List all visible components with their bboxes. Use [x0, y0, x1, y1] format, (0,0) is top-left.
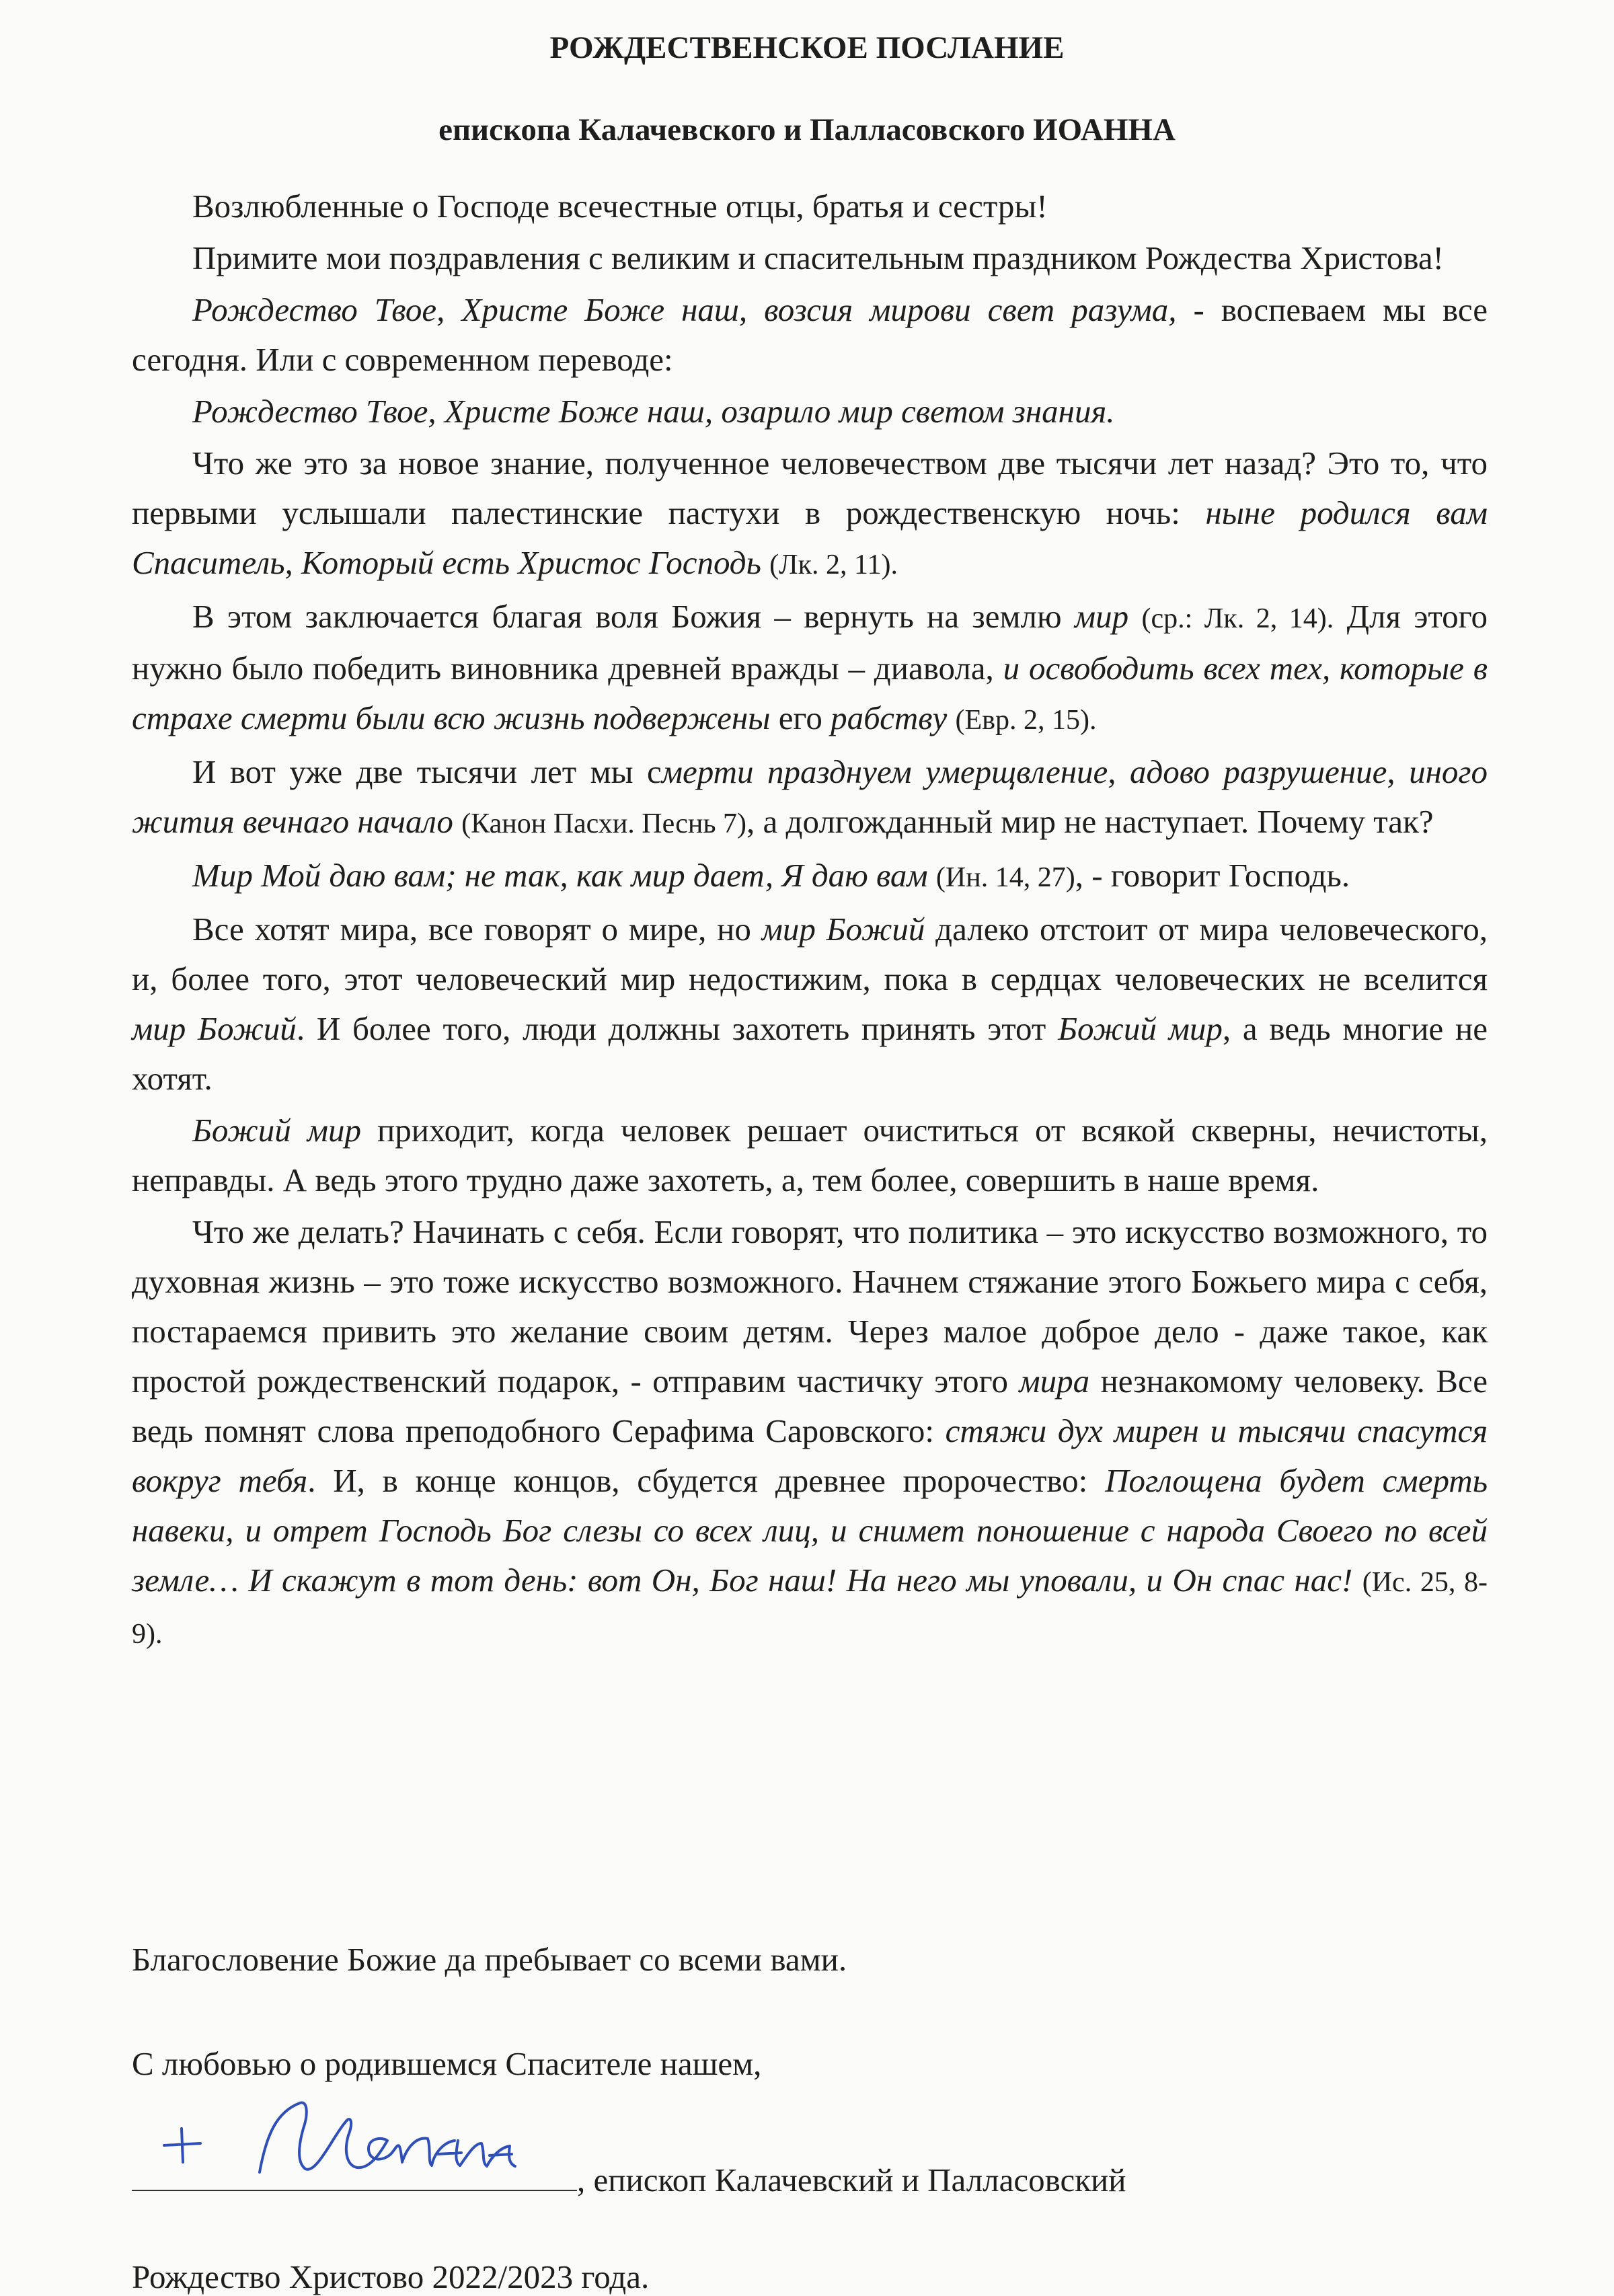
text-run: , - говорит Господь. [1075, 857, 1350, 894]
text-run: Все хотят мира, все говорят о мире, но [192, 911, 762, 948]
text-run: В этом заключается благая воля Божия – вернуть на землю [192, 598, 1075, 635]
blessing-line: Благословение Божие да пребывает со всеми вами. [132, 1941, 847, 1978]
text-run: приходит, когда человек решает очиститься от всякой скверны, нечистоты, неправды. А ведь этого трудно даже захотеть, а, тем более, совершить в наше время. [132, 1112, 1488, 1198]
text-run [453, 803, 461, 840]
body-paragraph [132, 1207, 1488, 1659]
text-run [1128, 598, 1141, 635]
italic-quote: рабству [831, 699, 948, 736]
text-run: , а долгожданный мир не наступает. Почему так? [746, 803, 1434, 840]
body-paragraph [132, 1106, 1488, 1205]
italic-quote: Божий мир [1058, 1010, 1223, 1047]
text-run [928, 857, 936, 894]
body-paragraph [132, 182, 1488, 231]
text-run: далеко отстоит от мира человеческого, и, более того, этот человеческий мир недостижим, пока в сердцах человеческих не вселится [132, 911, 1488, 997]
letter-body [132, 182, 1488, 1661]
signature-line [132, 2151, 1126, 2199]
scripture-reference: (Ис. 25, 8-9). [132, 1567, 1488, 1650]
body-paragraph [132, 387, 1488, 436]
italic-quote: Рождество Твое, Христе Боже наш, возсия мирови свет разума, [192, 291, 1177, 328]
italic-quote: Поглощена будет смерть навеки, и отрет Господь Бог слезы со всех лиц, и снимет поношение с народа Своего по всей земле… И скажут в тот день: вот Он, Бог наш! На него мы уповали, и Он спас нас! [132, 1462, 1488, 1599]
italic-quote: Божий мир [192, 1112, 362, 1149]
text-run: - воспеваем мы все сегодня. Или с современном переводе: [132, 291, 1488, 378]
text-run: Что же делать? Начинать с себя. Если говорят, что политика – это искусство возможного, то духовная жизнь – это тоже искусство возможного. Начнем стяжание этого Божьего мира с себя, постараемся привить это желание своим детям. Через малое доброе дело - даже такое, как простой рождественский подарок, - отправим частичку этого [132, 1213, 1488, 1400]
scripture-reference: (Канон Пасхи. Песнь 7) [461, 808, 747, 839]
italic-quote: стяжи дух мирен и тысячи спасутся вокруг тебя [132, 1412, 1488, 1499]
text-run: . И, в конце концов, сбудется древнее пророчество: [307, 1462, 1106, 1499]
date-line: Рождество Христово 2022/2023 года. [132, 2258, 650, 2295]
scripture-reference: (Ин. 14, 27) [935, 862, 1075, 893]
letter-subtitle: епископа Калачевского и Палласовского ИОАННА [438, 112, 1176, 147]
body-paragraph [132, 747, 1488, 849]
text-run [1352, 1562, 1362, 1599]
signature-underline [132, 2151, 577, 2191]
italic-quote: мир [1074, 598, 1129, 635]
body-paragraph [132, 285, 1488, 385]
italic-quote: Мир Мой даю вам; не так, как мир дает, Я даю вам [192, 857, 928, 894]
signer-title: , епископ Калачевский и Палласовский [577, 2161, 1126, 2198]
text-run: , а ведь многие не хотят. [132, 1010, 1488, 1097]
scripture-reference: (Евр. 2, 15). [955, 705, 1097, 736]
italic-quote: мира [1019, 1363, 1090, 1400]
italic-quote: мир Божий [761, 911, 925, 948]
text-run [761, 544, 769, 581]
text-run: . И более того, люди должны захотеть принять этот [296, 1010, 1059, 1047]
text-run: его [770, 699, 831, 736]
text-run: Примите мои поздравления с великим и спасительным праздником Рождества Христова! [192, 239, 1444, 276]
text-run: Возлюбленные о Господе всечестные отцы, братья и сестры! [192, 188, 1048, 225]
love-line: С любовью о родившемся Спасителе нашем, [132, 2045, 762, 2082]
italic-quote: Рождество Твое, Христе Боже наш, озарило мир светом знания. [192, 393, 1115, 430]
italic-quote: мир Божий [132, 1010, 297, 1047]
scripture-reference: (Лк. 2, 11). [769, 549, 898, 580]
body-paragraph [132, 233, 1488, 283]
text-run: Для этого нужно было победить виновника древней вражды – диавола, [132, 598, 1488, 687]
body-paragraph [132, 851, 1488, 903]
italic-quote: и освободить всех тех, которые в страхе смерти были всю жизнь подвержены [132, 650, 1488, 736]
text-run: Что же это за новое знание, полученное человечеством две тысячи лет назад? Это то, что первыми услышали палестинские пастухи в рождественскую ночь: [132, 445, 1488, 531]
text-run: И вот уже две тысячи лет мы с [192, 753, 662, 790]
body-paragraph [132, 438, 1488, 590]
text-run: незнакомому человеку. Все ведь помнят слова преподобного Серафима Саровского: [132, 1363, 1488, 1449]
letter-title: РОЖДЕСТВЕНСКОЕ ПОСЛАНИЕ [549, 30, 1065, 65]
italic-quote: мерти празднуем умерщвление, адово разрушение, иного жития вечнаго начало [132, 753, 1488, 840]
body-paragraph [132, 905, 1488, 1104]
scripture-reference: (ср.: Лк. 2, 14). [1141, 603, 1334, 634]
text-run [947, 699, 955, 736]
body-paragraph [132, 592, 1488, 745]
italic-quote: ныне родился вам Спаситель, Который есть Христос Господь [132, 494, 1488, 581]
